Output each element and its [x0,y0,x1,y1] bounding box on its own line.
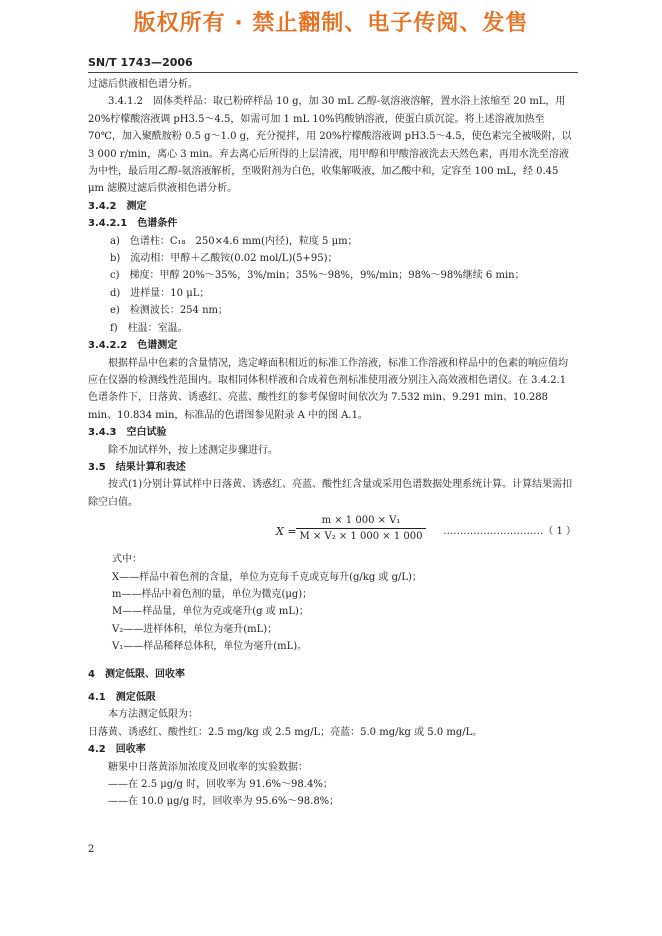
formula-denominator: M × V₂ × 1 000 × 1 000 [299,531,423,543]
definition: X——样品中着色剂的含量，单位为克每千克或克每升(g/kg 或 g/L)； [112,571,422,583]
section-heading: 3.4.2.2 色谱测定 [88,340,178,352]
paragraph: 3.4.1.2 固体类样品：取已粉碎样品 10 g，加 30 mL 乙醇-氨溶液溶解，置水浴上浓缩至 20 mL，用 20%柠檬酸溶液调 pH3.5～4.5，如需可加 1 mL 10%钨酸钠溶液，使蛋白质沉淀。将上述溶液加热至 70℃，加入聚酰胺粉 0.5 g～1.0 g，充分搅拌，用 20%柠檬酸溶液调 pH3.5～4.5，使色素完全被吸附，以 3 000 r/min，离心 3 min。弃去离心后所得的上层清液，用甲醇和甲酸溶液洗去天然色素，再用水洗至溶液为中性，最后用乙醇-氨溶液解析，至吸附剂为白色，收集解吸液，加乙酸中和，定容至 100 mL，经 0.45 μm 滤膜过滤后供液相色谱分析。 [88,96,572,195]
section-heading: 4.1 测定低限 [88,692,156,703]
list-item: ——在 2.5 μg/g 时，回收率为 91.6%～98.4%； [108,779,333,791]
list-item: ——在 10.0 μg/g 时，回收率为 95.6%～98.8%； [108,796,340,808]
formula-lhs: X = [276,525,297,539]
formula-number: …………………………（ 1 ） [443,526,576,538]
definition: m——样品中着色剂的量，单位为微克(μg)； [112,588,313,600]
list-item: e) 检测波长：254 nm； [110,305,229,317]
paragraph: 本方法测定低限为： [108,709,198,721]
section-heading: 3.4.2.1 色谱条件 [88,218,178,230]
list-item: c) 梯度：甲醇 20%～35%，3%/min；35%～98%，9%/min；98%～98%继续 6 min； [110,270,525,282]
list-item: a) 色谱柱：C₁₈ 250×4.6 mm(内径)，粒度 5 μm； [110,235,358,247]
list-item: f) 柱温：室温。 [110,322,188,334]
paragraph: 按式(1)分别计算试样中日落黄、诱惑红、亮蓝、酸性红含量或采用色谱数据处理系统计算。计算结果需扣除空白值。 [88,479,573,508]
paragraph: 日落黄、诱惑红、酸性红：2.5 mg/kg 或 2.5 mg/L；亮蓝：5.0 mg/kg 或 5.0 mg/L。 [88,726,483,738]
definition: V₂——进样体积，单位为毫升(mL)； [112,623,278,635]
page-number: 2 [88,844,95,855]
standard-number: SN/T 1743—2006 [88,56,193,69]
document-body [88,76,576,811]
list-item: d) 进样量：10 μL； [110,287,210,299]
list-item: b) 流动相：甲醇＋乙酸铵(0.02 mol/L)(5+95)； [110,253,338,265]
formula-numerator: m × 1 000 × V₁ [296,513,426,529]
definition: V₁——样品稀释总体积，单位为毫升(mL)。 [112,641,308,653]
paragraph: 除不加试样外，按上述测定步骤进行。 [108,444,278,456]
where-label: 式中： [112,554,142,566]
formula-1 [88,511,576,551]
section-heading: 3.4.3 空白试验 [88,427,167,439]
section-heading: 3.5 结果计算和表述 [88,461,186,473]
formula-fraction [296,513,426,544]
paragraph: 糖果中日落黄添加浓度及回收率的实验数据： [108,761,308,773]
header-rule [88,72,578,73]
paragraph: 过滤后供液相色谱分析。 [88,79,198,90]
paragraph: 根据样品中色素的含量情况，选定峰面积相近的标准工作溶液，标准工作溶液和样品中的色素的响应值均应在仪器的检测线性范围内。取相同体积样液和合成着色剂标准使用液分别注入高效液相色谱仪。在 3.4.2.1 色谱条件下，日落黄、诱惑红、亮蓝、酸性红的参考保留时间依次为 7.532 min、9.291 min、10.288 min、10.834 min，标准品的色谱图参见附录 A 中的图 A.1。 [88,357,568,421]
section-heading: 4.2 回收率 [88,744,146,756]
chapter-heading: 4 测定低限、回收率 [88,668,185,680]
definition: M——样品量，单位为克或毫升(g 或 mL)； [112,606,309,618]
section-heading: 3.4.2 测定 [88,200,147,212]
copyright-banner: 版权所有 · 禁止翻制、电子传阅、发售 [133,11,529,36]
